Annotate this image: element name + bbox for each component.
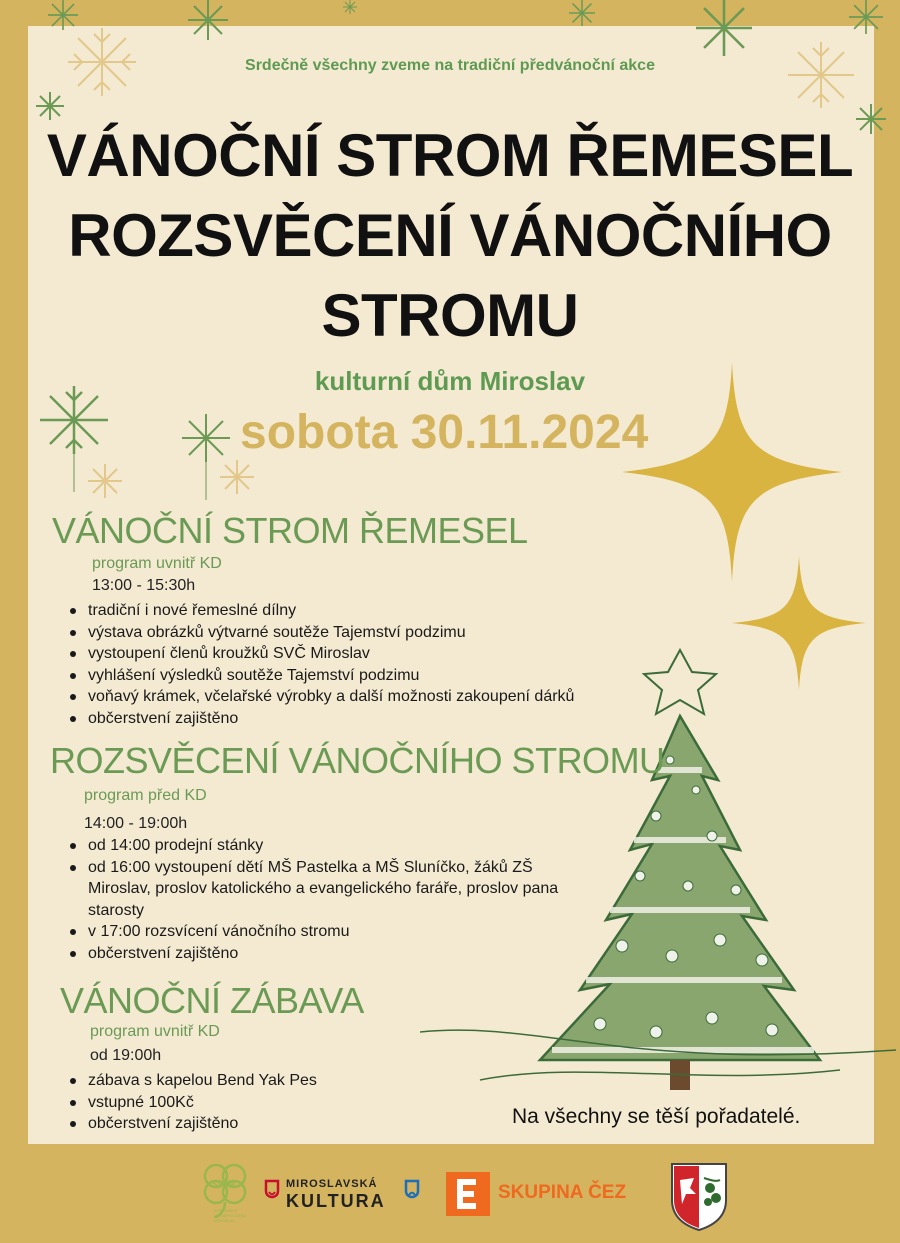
list-item: od 14:00 prodejní stánky — [66, 835, 586, 857]
svcm-abbr: SVČM — [212, 1180, 236, 1189]
list-item: vstupné 100Kč — [66, 1092, 466, 1114]
svcm-logo — [196, 1158, 254, 1230]
list-item: od 16:00 vystoupení dětí MŠ Pastelka a MŠ Sluníčko, žáků ZŠ Miroslav, proslov katolického a evangelického faráře, proslov pana starosty — [66, 857, 586, 922]
list-item: voňavý krámek, včelařské výrobky a další možnosti zakoupení dárků — [66, 686, 686, 708]
theatre-mask-blue-icon — [404, 1179, 420, 1203]
snowflake-icon — [36, 92, 64, 120]
venue: kulturní dům Miroslav — [314, 366, 586, 396]
organizers-note: Na všechny se těší pořadatelé. — [512, 1105, 801, 1128]
main-title-line-3: STROMU — [321, 282, 579, 349]
snowflake-icon — [336, 0, 364, 14]
cez-text: SKUPINA ČEZ — [498, 1182, 627, 1203]
snowflake-icon — [178, 0, 238, 40]
coat-of-arms — [668, 1160, 730, 1232]
main-title-line-1: VÁNOČNÍ STROM ŘEMESEL — [46, 122, 854, 189]
snowflake-icon — [560, 0, 604, 26]
theatre-mask-red-icon — [264, 1179, 280, 1203]
list-item: výstava obrázků výtvarné soutěže Tajemství podzimu — [66, 622, 686, 644]
invitation-text: Srdečně všechny zveme na tradiční předvánoční akce — [245, 57, 655, 74]
section-subtitle: program uvnitř KD — [92, 555, 222, 572]
snowflake-icon — [88, 464, 122, 498]
list-item: vystoupení členů kroužků SVČ Miroslav — [66, 643, 686, 665]
section-title: ROZSVĚCENÍ VÁNOČNÍHO STROMU — [50, 740, 665, 781]
list-item: občerstvení zajištěno — [66, 943, 586, 965]
snowflake-icon — [686, 0, 762, 56]
section-subtitle: program před KD — [84, 787, 207, 804]
list-item: občerstvení zajištěno — [66, 1113, 466, 1135]
kultura-bottom-text: KULTURA — [286, 1191, 386, 1211]
svcm-caption: STŘEDISKO VOLNÉHO ČASU MIROSLAV — [214, 1208, 246, 1223]
snowflake-icon — [786, 40, 856, 110]
section-title: VÁNOČNÍ ZÁBAVA — [60, 980, 364, 1021]
section-item-list — [66, 600, 686, 729]
event-date: sobota 30.11.2024 — [240, 406, 649, 459]
kultura-top-text: MIROSLAVSKÁ — [286, 1178, 378, 1190]
section-title: VÁNOČNÍ STROM ŘEMESEL — [52, 510, 528, 551]
main-title-line-2: ROZSVĚCENÍ VÁNOČNÍHO — [68, 202, 832, 269]
snowflake-icon — [220, 460, 254, 494]
list-item: vyhlášení výsledků soutěže Tajemství podzimu — [66, 665, 686, 687]
section-item-list — [66, 835, 586, 964]
list-item: zábava s kapelou Bend Yak Pes — [66, 1070, 466, 1092]
miroslavska-kultura-logo — [264, 1176, 424, 1216]
list-item: v 17:00 rozsvícení vánočního stromu — [66, 921, 586, 943]
section-time: 14:00 - 19:00h — [84, 815, 188, 832]
section-item-list — [66, 1070, 466, 1135]
section-time: 13:00 - 15:30h — [92, 577, 196, 594]
snowflake-icon — [836, 0, 896, 34]
miroslav-coat-of-arms-icon — [668, 1160, 730, 1232]
section-subtitle: program uvnitř KD — [90, 1023, 220, 1040]
cez-logo — [446, 1172, 656, 1216]
list-item: tradiční i nové řemeslné dílny — [66, 600, 686, 622]
section-time: od 19:00h — [90, 1047, 162, 1064]
list-item: občerstvení zajištěno — [66, 708, 686, 730]
cez-square-icon — [446, 1172, 490, 1216]
